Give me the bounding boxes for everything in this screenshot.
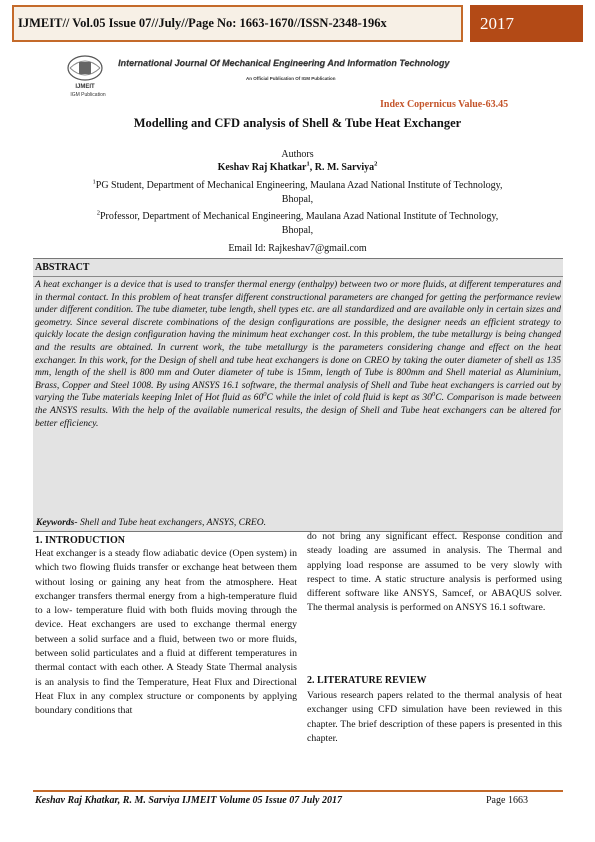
affiliation-1-line-2: Bhopal, <box>281 194 314 205</box>
logo-subcaption: IGM Publication <box>70 92 106 98</box>
affiliation-2-line-2: Bhopal, <box>281 225 314 236</box>
author-2-sup: 2 <box>374 160 378 168</box>
affiliation-1-text: PG Student, Department of Mechanical Engineering, Maulana Azad National Institute of Technology, <box>95 180 503 191</box>
abstract-heading: ABSTRACT <box>35 262 90 273</box>
abstract-text-3: C. Comparison is made between the ANSYS results. With the help of the available numerical results, the design of Shell and Tube heat exchangers can be altered for better efficiency. <box>35 392 561 429</box>
affiliation-1-line-1 <box>0 180 595 192</box>
paper-title: Modelling and CFD analysis of Shell & Tube Heat Exchanger <box>133 116 462 130</box>
author-2: R. M. Sarviya <box>314 162 375 173</box>
keywords-line <box>36 517 562 530</box>
author-email: Email Id: Rajkeshav7@gmail.com <box>228 243 367 254</box>
affiliation-2-sup: 2 <box>96 209 100 217</box>
journal-name: International Journal Of Mechanical Engineering And Information Technology <box>118 58 450 68</box>
logo-caption: IJMEIT <box>75 84 95 90</box>
authors-label: Authors <box>281 149 314 160</box>
year-badge: 2017 <box>470 5 583 42</box>
abstract-text-1: A heat exchanger is a device that is used to transfer thermal energy (enthalpy) between two or more fluids, at different temperatures and in thermal contact. In this problem of heat transfer different constructional parameters are changed for getting the performance review under different condition. The tube diameter, tube length, shell types etc. are all standardized and are available only in certain sizes and geometry. Since several discrete combinations of the design configurations are possible, the designer needs an efficient strategy to quickly locate the design configuration having the minimum heat exchanger cost. In this problem, the tube metallurgy is being changed and the results are obtained. In current work, the tube metallurgy is the parameters considering change and effect on the heat exchanger. In this work, for the Design of shell and tube heat exchangers is done on CREO by taking the outer diameter of shell as 135 mm, length of the shell is 800 mm and Outer diameter of tube is 15mm, length of Tube is 800mm and Shell material as Aluminium, Brass, Copper and Steel 1008. By using ANSYS 16.1 software, the thermal analysis of Shell and Tube heat exchangers is carried out by varying the Tube materials keeping Inlet of Hot fluid as 60 <box>35 279 561 404</box>
abstract-divider <box>33 276 563 277</box>
introduction-heading: 1. INTRODUCTION <box>35 535 126 546</box>
author-separator: , <box>309 162 315 173</box>
author-names <box>0 162 595 174</box>
introduction-body-left: Heat exchanger is a steady flow adiabatic device (Open system) in which two flowing fluids transfer or exchange heat between them without losing or gaining any heat from the atmosphere. Heat exchanger transfers thermal energy from a high-temperature fluid to a low- temperature fluid with both fluids moving through the device. Heat exchangers are used to exchange thermal energy between a solid surface and a fluid, between two or more fluids, between solid particulates and a fluid at different temperatures in thermal contact with each other. A Steady State Thermal analysis is an analysis to find the Temperature, Heat Flux and Directional Heat Flux in any complex structure or components by applying boundary conditions that <box>35 548 297 717</box>
author-1-sup: 1 <box>306 160 310 168</box>
index-copernicus-value: Index Copernicus Value-63.45 <box>380 99 509 110</box>
degree-sup-2: 0 <box>431 391 436 399</box>
journal-banner: IJMEIT// Vol.05 Issue 07//July//Page No: 1663-1670//ISSN-2348-196x <box>12 5 463 42</box>
footer-divider <box>33 790 563 792</box>
introduction-body-right: do not bring any significant effect. Response condition and steady loading are assumed in analysis. The Thermal and applying load response are assumed to be very slowly with respect to time. A static structure analysis is performed using different software like ANSYS, Samcef, or ABAQUS solver. The thermal analysis is performed on ANSYS 16.1 software. <box>307 531 562 614</box>
abstract-body <box>35 279 561 430</box>
page-number: Page 1663 <box>486 795 528 806</box>
footer-citation: Keshav Raj Khatkar, R. M. Sarviya IJMEIT Volume 05 Issue 07 July 2017 <box>35 795 342 806</box>
journal-subtitle: An Official Publication Of IGM Publication <box>246 76 336 81</box>
abstract-text-2: C while the inlet of cold fluid is kept as 30 <box>266 392 432 404</box>
keywords-label: Keywords- <box>36 517 78 528</box>
affiliation-2-line-1 <box>0 211 595 223</box>
author-1: Keshav Raj Khatkar <box>217 162 307 173</box>
keywords-text: Shell and Tube heat exchangers, ANSYS, CREO. <box>77 517 267 528</box>
literature-review-body: Various research papers related to the thermal analysis of heat exchanger using CFD simulation have been reviewed in this chapter. The brief description of these papers is presented in this chapter. <box>307 690 562 744</box>
affiliation-2-text: Professor, Department of Mechanical Engineering, Maulana Azad National Institute of Technology, <box>100 211 499 222</box>
affiliation-1-sup: 1 <box>92 178 96 186</box>
degree-sup-1: 0 <box>263 391 267 399</box>
literature-review-heading: 2. LITERATURE REVIEW <box>307 675 427 686</box>
